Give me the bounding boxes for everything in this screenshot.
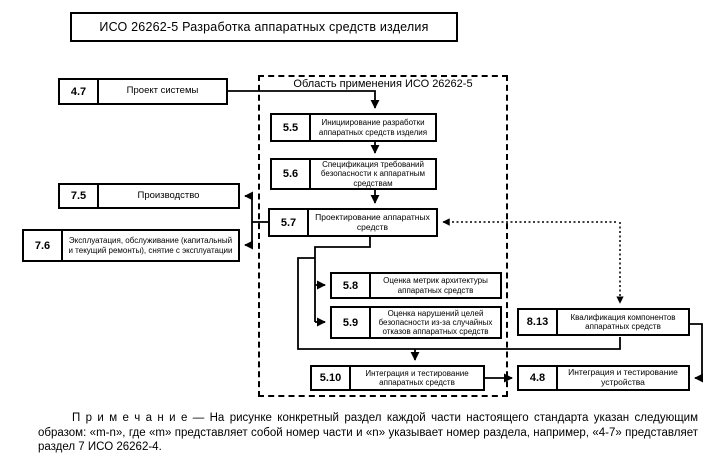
node-8-13-num: 8.13 — [519, 310, 558, 334]
node-8-13-label: Квалификация компонентов аппаратных средств — [570, 312, 676, 331]
node-5-9 — [330, 306, 502, 339]
figure-title-box — [70, 12, 458, 42]
node-4-8 — [517, 365, 690, 391]
node-4-7-num: 4.7 — [60, 80, 99, 103]
node-5-10 — [310, 365, 485, 391]
node-8-13 — [517, 308, 690, 336]
node-4-8-num: 4.8 — [519, 367, 558, 389]
node-5-10-label: Интеграция и тестирование аппаратных средств — [365, 368, 469, 387]
node-7-5-label: Производство — [137, 189, 200, 201]
node-5-7-num: 5.7 — [270, 210, 309, 235]
node-5-6-num: 5.6 — [272, 160, 311, 188]
node-5-7 — [268, 208, 438, 237]
node-5-8-num: 5.8 — [332, 274, 371, 297]
node-7-5 — [58, 183, 240, 209]
node-5-8-label: Оценка метрик архитектуры аппаратных средств — [383, 276, 488, 295]
node-5-8 — [330, 272, 502, 299]
node-5-5 — [270, 113, 437, 142]
node-7-6 — [22, 229, 240, 262]
node-4-7 — [58, 78, 228, 105]
node-5-6-label: Спецификация требований безопасности к аппаратным средствам — [320, 160, 426, 188]
node-4-7-label: Проект системы — [126, 85, 199, 97]
node-5-9-label: Оценка нарушений целей безопасности из-за случайных отказов аппаратных средств — [378, 308, 493, 337]
edge-8-13-to-4-8 — [690, 324, 702, 378]
node-7-6-num: 7.6 — [24, 231, 63, 260]
node-5-5-label: Инициирование разработки аппаратных средств изделия — [318, 118, 428, 137]
scope-region-label: Область применения ИСО 26262-5 — [293, 78, 473, 90]
node-5-7-label: Проектирование аппаратных средств — [315, 211, 430, 232]
node-5-10-num: 5.10 — [312, 367, 351, 389]
node-5-6 — [270, 158, 437, 190]
node-7-6-label: Эксплуатация, обслуживание (капитальный и текущий ремонты), снятие с эксплуатации — [68, 236, 233, 255]
node-7-5-num: 7.5 — [60, 185, 99, 207]
node-4-8-label: Интеграция и тестирование устройства — [568, 367, 678, 387]
node-5-5-num: 5.5 — [272, 115, 311, 140]
figure-note: П р и м е ч а н и е — На рисунке конкретный раздел каждой части настоящего стандарта указан следующим образом: «m-n», где «m» представляет собой номер части и «n» указывает номер раздела, например, «4-7» представляет раздел 7 ИСО 26262-4. — [38, 412, 698, 453]
figure-title: ИСО 26262-5 Разработка аппаратных средств изделия — [99, 20, 429, 34]
node-5-9-num: 5.9 — [332, 308, 371, 337]
